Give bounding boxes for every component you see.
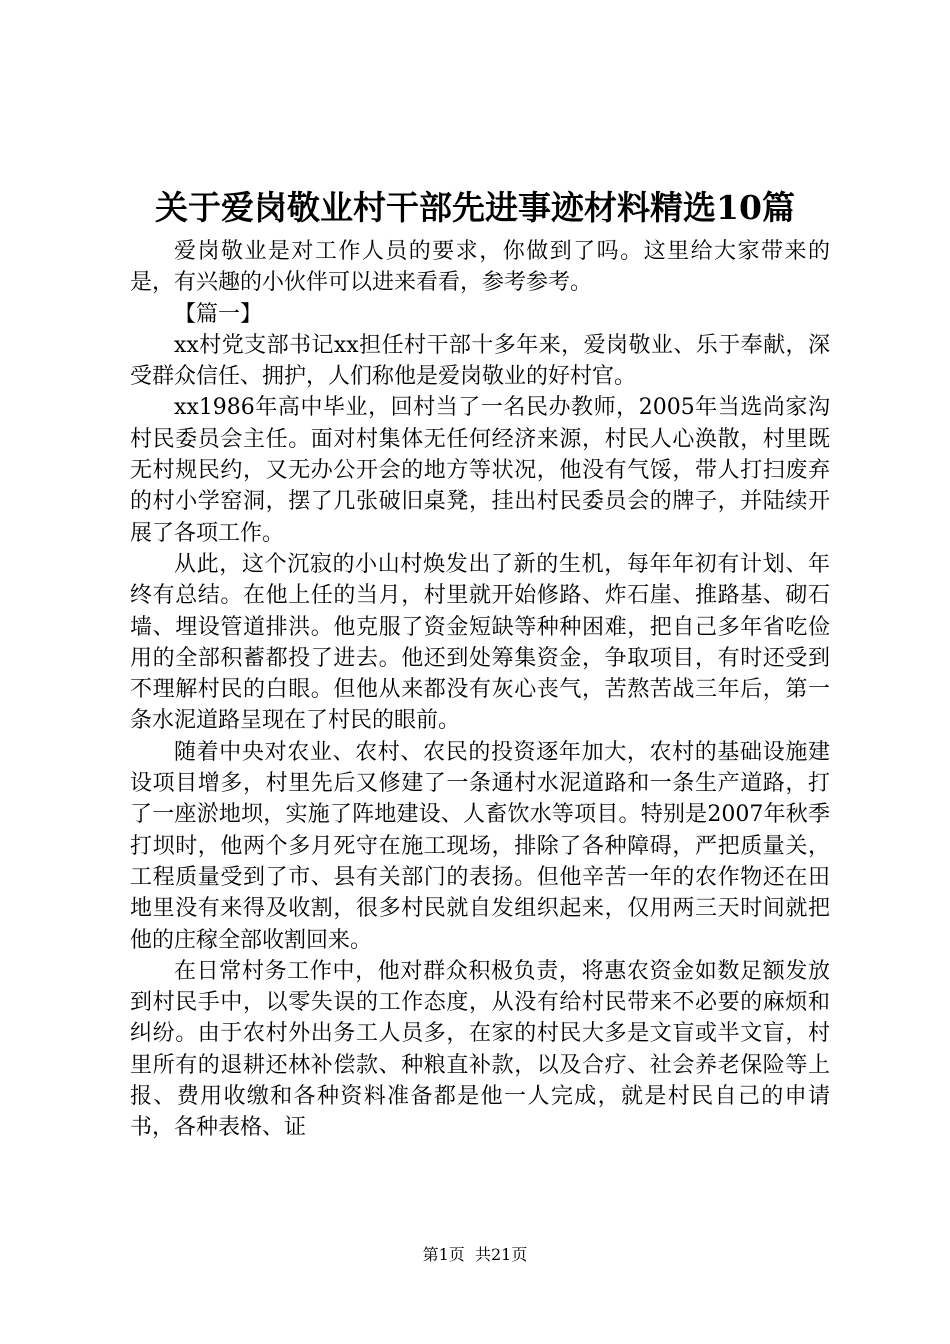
page-footer [0,1244,950,1266]
document-title: 关于爱岗敬业村干部先进事迹材料精选10篇 [155,188,795,227]
body-paragraph-2: xx1986年高中毕业，回村当了一名民办教师，2005年当选尚家沟村民委员会主任。面对村集体无任何经济来源，村民人心涣散，村里既无村规民约，又无办公开会的地方等状况，他没有气馁，带人打扫废弃的村小学窑洞，摆了几张破旧桌凳，挂出村民委员会的牌子，并陆续开展了各项工作。 [130,395,830,546]
intro-paragraph: 爱岗敬业是对工作人员的要求，你做到了吗。这里给大家带来的是，有兴趣的小伙伴可以进来看看，参考参考。 [130,239,830,296]
body-paragraph-4: 随着中央对农业、农村、农民的投资逐年加大，农村的基础设施建设项目增多，村里先后又修建了一条通村水泥道路和一条生产道路，打了一座淤地坝，实施了阵地建设、人畜饮水等项目。特别是2007年秋季打坝时，他两个多月死守在施工现场，排除了各种障碍，严把质量关，工程质量受到了市、县有关部门的表扬。但他辛苦一年的农作物还在田地里没有来得及收割，很多村民就自发组织起来，仅用两三天时间就把他的庄稼全部收割回来。 [130,739,830,953]
body-paragraph-5: 在日常村务工作中，他对群众积极负责，将惠农资金如数足额发放到村民手中，以零失误的工作态度，从没有给村民带来不必要的麻烦和纠纷。由于农村外出务工人员多，在家的村民大多是文盲或半文盲，村里所有的退耕还林补偿款、种粮直补款，以及合疗、社会养老保险等上报、费用收缴和各种资料准备都是他一人完成，就是村民自己的申请书，各种表格、证 [130,958,830,1141]
page-total: 共21页 [474,1245,528,1264]
body-paragraph-3: 从此，这个沉寂的小山村焕发出了新的生机，每年年初有计划、年终有总结。在他上任的当月，村里就开始修路、炸石崖、推路基、砌石墙、埋设管道排洪。他克服了资金短缺等种种困难，把自己多年省吃俭用的全部积蓄都投了进去。他还到处筹集资金，争取项目，有时还受到不理解村民的白眼。但他从来都没有灰心丧气，苦熬苦战三年后，第一条水泥道路呈现在了村民的眼前。 [130,551,830,734]
page-number: 第1页 [422,1245,465,1264]
section-label: 【篇一】 [174,301,263,327]
body-paragraph-1: xx村党支部书记xx担任村干部十多年来，爱岗敬业、乐于奉献，深受群众信任、拥护，人们称他是爱岗敬业的好村官。 [130,332,830,390]
document-body [130,236,830,1144]
